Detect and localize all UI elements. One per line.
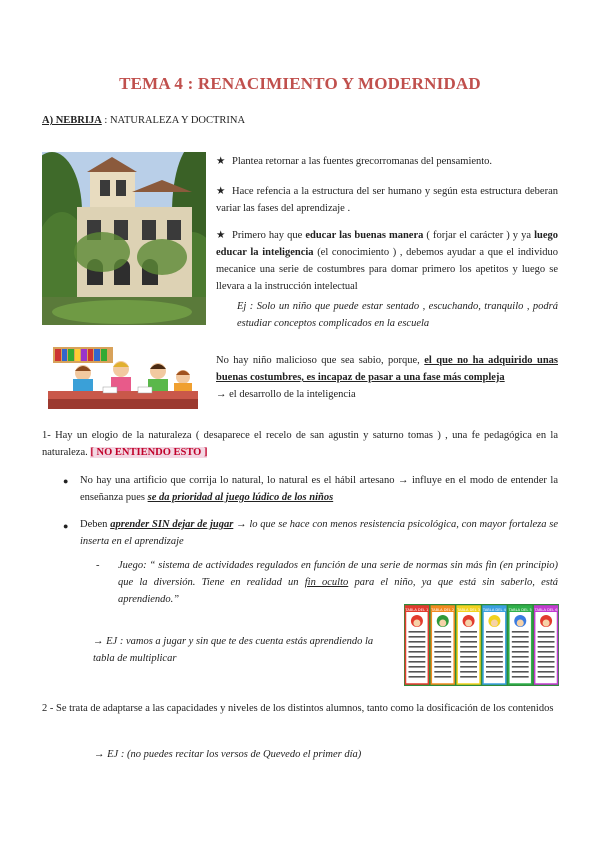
table-card xyxy=(456,606,480,684)
highlight-note: [ NO ENTIENDO ESTO ] xyxy=(90,447,208,458)
paragraph-1: 1- Hay un elogio de la naturaleza ( desaparece el recelo de san agustin y saturno tomas ) , una fe pedagógica en la naturaleza. [ NO ENTIENDO ESTO ] xyxy=(42,430,558,458)
table-card xyxy=(430,606,454,684)
star-item-1: ★ Plantea retornar a las fuentes grecorromanas del pensamiento. xyxy=(216,153,558,170)
table-card xyxy=(508,606,532,684)
section-heading xyxy=(42,115,245,126)
page-title: TEMA 4 : RENACIMIENTO Y MODERNIDAD xyxy=(119,74,481,93)
star-item-2: ★ Hace refencia a la estructura del ser humano y según esta estructura deberan variar las fases del aprendizaje . xyxy=(216,183,558,217)
bullet-item-1: No hay una artificio que corrija lo natural, lo natural es el hábil artesano → influye en el modo de entender la enseñanza pues se da prioridad al juego lúdico de los niños xyxy=(80,475,558,503)
bullet-icon: ● xyxy=(63,521,69,531)
section-subtitle: : NATURALEZA Y DOCTRINA xyxy=(101,115,246,126)
paragraph-2: 2 - Se trata de adaptarse a las capacidades y niveles de los distintos alumnos, tanto como la dosificación de los contenidos xyxy=(42,703,554,714)
example-text-3: → EJ : (no puedes recitar los versos de Quevedo el primer día) xyxy=(94,749,362,760)
bullet-icon: ● xyxy=(63,476,69,486)
table-card xyxy=(482,606,507,684)
building-photo xyxy=(42,152,206,325)
table-title: TABLA DEL 6 xyxy=(534,608,558,612)
star-icon: ★ xyxy=(216,186,226,197)
table-title: TABLA DEL 3 xyxy=(457,608,481,612)
star-icon: ★ xyxy=(216,156,226,167)
example-text-1: Ej : Solo un niño que puede estar sentado , escuchando, tranquilo , podrá estudiar conceptos complicados en la escuela xyxy=(237,301,558,329)
malicioso-paragraph: No hay niño malicioso que sea sabio, porque, el que no ha adquirido unas buenas costumbres, es incapaz de pasar a una fase más compleja → el desarrollo de la inteligencia xyxy=(216,355,559,400)
example-text-2: → EJ : vamos a jugar y sin que te des cuenta estás aprendiendo la tabla de multiplicar xyxy=(93,636,374,664)
bullet-item-2: Deben aprender SIN dejar de jugar → lo que se hace con menos resistencia psicológica, con mayor fortaleza se inserta en el aprendizaje xyxy=(80,519,559,547)
star-icon: ★ xyxy=(216,230,226,241)
section-label: A) NEBRIJA xyxy=(42,115,102,126)
juego-definition: Juego: “ sistema de actividades regulados en función de una serie de normas sin más fin (en principio) que la diversión. Tiene en realidad un fin oculto para el niño, ya que está sin saberlo, está aprendiendo.” xyxy=(118,560,558,605)
dash-marker: - xyxy=(96,560,100,571)
table-title: TABLA DEL 5 xyxy=(508,608,532,612)
table-title: TABLA DEL 1 xyxy=(405,608,429,612)
multiplication-tables-image xyxy=(404,604,559,686)
table-card xyxy=(534,606,559,684)
star-item-3: ★ Primero hay que educar las buenas manera ( forjar el carácter ) y ya luego educar la inteligencia (el conocimiento ) , debemos ayudar a que el individuo mecanice una serie de costumbres para domar primero los apetitos y luego se llevara a la instrucción intelectual xyxy=(216,227,558,295)
table-card xyxy=(404,606,428,684)
table-title: TABLA DEL 2 xyxy=(431,608,455,612)
children-illustration xyxy=(43,345,203,409)
table-title: TABLA DEL 4 xyxy=(482,608,506,612)
